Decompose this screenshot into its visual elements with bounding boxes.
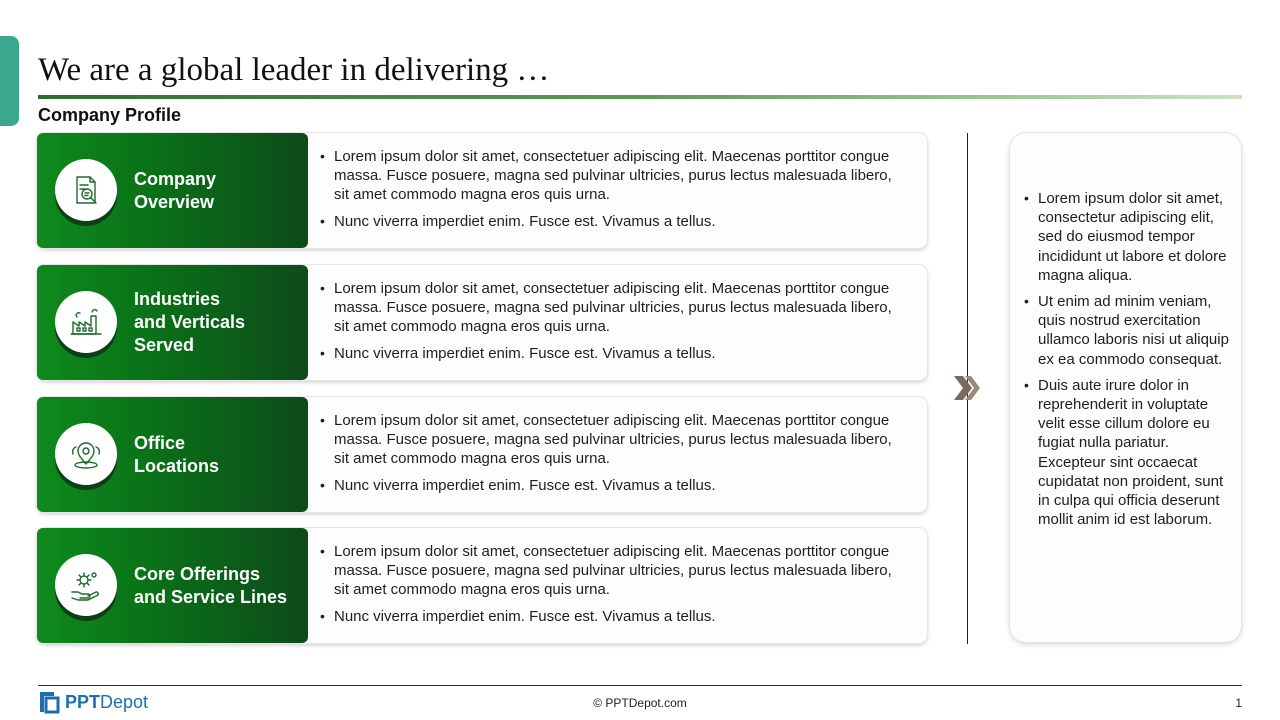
copyright-text: © PPTDepot.com: [593, 696, 687, 710]
double-chevron-right-icon: [952, 374, 984, 402]
row-bullet-list: [319, 279, 909, 371]
page-title: We are a global leader in delivering …: [38, 52, 550, 88]
list-item: • Lorem ipsum dolor sit amet, consectetuer adipiscing elit. Maecenas porttitor congue massa. Fusce posuere, magna sed pulvinar ultricies, purus lectus malesuada libero, sit amet commodo magna eros quis urna.: [319, 411, 909, 468]
row-label: Office Locations: [134, 432, 220, 476]
logo-text-ppt: PPT: [65, 691, 101, 712]
row-bullet-list: [319, 542, 909, 634]
list-item: • Nunc viverra imperdiet enim. Fusce est. Vivamus a tellus.: [319, 607, 909, 626]
pptdepot-logo[interactable]: [38, 689, 148, 715]
page-number: 1: [1235, 696, 1242, 710]
pptdepot-logo-mark-icon: [38, 690, 60, 714]
row-label: Core Offerings and Service Lines: [134, 563, 288, 607]
footer-divider: [38, 685, 1242, 686]
logo-text-depot: Depot: [100, 691, 149, 712]
row-bullet-list: [319, 147, 909, 239]
list-item: • Lorem ipsum dolor sit amet, consectetuer adipiscing elit. Maecenas porttitor congue massa. Fusce posuere, magna sed pulvinar ultricies, purus lectus malesuada libero, sit amet commodo magna eros quis urna.: [319, 542, 909, 599]
row-bullet-list: [319, 411, 909, 503]
row-header: [37, 528, 308, 643]
profile-row-company-overview: [37, 133, 927, 248]
profile-row-office-locations: [37, 397, 927, 512]
summary-card: [1010, 133, 1241, 642]
row-header: [37, 133, 308, 248]
row-label: Industries and Verticals Served: [134, 289, 246, 355]
list-item: • Nunc viverra imperdiet enim. Fusce est. Vivamus a tellus.: [319, 212, 909, 231]
gear-hand-icon: [55, 554, 117, 616]
row-label: Company Overview: [134, 168, 217, 212]
accent-tab: [0, 36, 19, 126]
location-pin-icon: [55, 423, 117, 485]
list-item: • Ut enim ad minim veniam, quis nostrud exercitation ullamco laboris nisi ut aliquip ex ea commodo consequat.: [1024, 292, 1230, 369]
list-item: • Nunc viverra imperdiet enim. Fusce est. Vivamus a tellus.: [319, 476, 909, 495]
list-item: • Lorem ipsum dolor sit amet, consectetuer adipiscing elit. Maecenas porttitor congue massa. Fusce posuere, magna sed pulvinar ultricies, purus lectus malesuada libero, sit amet commodo magna eros quis urna.: [319, 279, 909, 336]
profile-row-industries: [37, 265, 927, 380]
factory-icon: [55, 291, 117, 353]
profile-row-core-offerings: [37, 528, 927, 643]
document-search-icon: [55, 159, 117, 221]
list-item: • Lorem ipsum dolor sit amet, consectetur adipiscing elit, sed do eiusmod tempor incididunt ut labore et dolore magna aliqua.: [1024, 189, 1230, 285]
title-underline: [38, 95, 1242, 99]
row-header: [37, 397, 308, 512]
list-item: • Duis aute irure dolor in reprehenderit in voluptate velit esse cillum dolore eu fugiat nulla pariatur. Excepteur sint occaecat cupidatat non proident, sunt in culpa qui officia deserunt mollit anim id est laborum.: [1024, 376, 1230, 530]
page-subtitle: Company Profile: [38, 105, 182, 125]
list-item: • Lorem ipsum dolor sit amet, consectetuer adipiscing elit. Maecenas porttitor congue massa. Fusce posuere, magna sed pulvinar ultricies, purus lectus malesuada libero, sit amet commodo magna eros quis urna.: [319, 147, 909, 204]
row-header: [37, 265, 308, 380]
summary-bullet-list: [1024, 189, 1230, 536]
list-item: • Nunc viverra imperdiet enim. Fusce est. Vivamus a tellus.: [319, 344, 909, 363]
